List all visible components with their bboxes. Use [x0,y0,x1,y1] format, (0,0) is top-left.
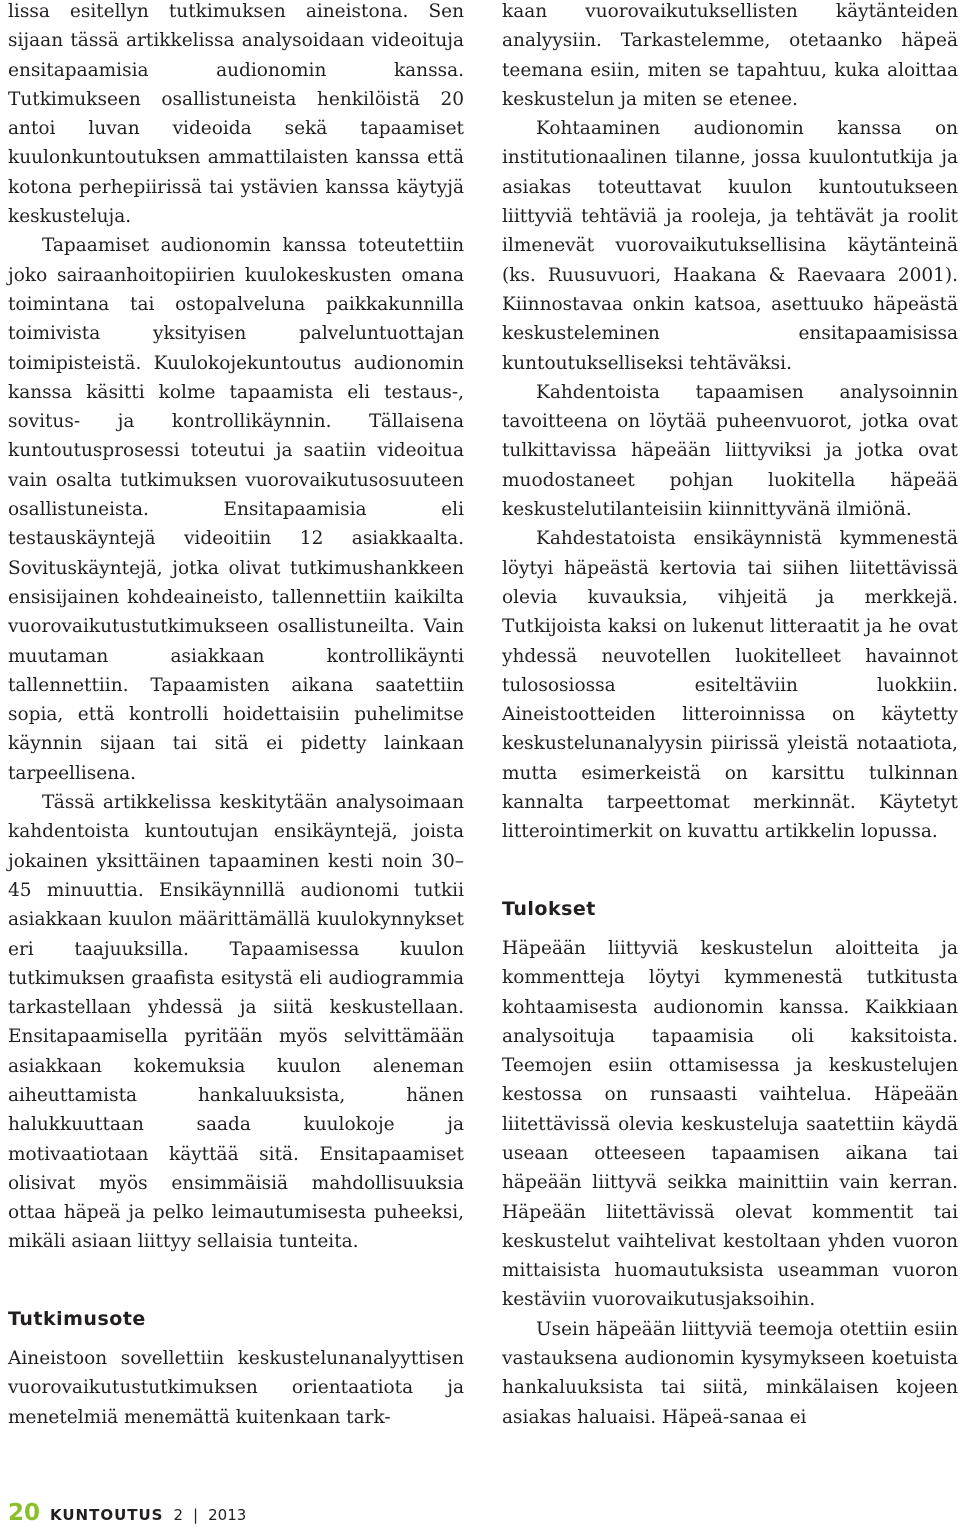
body-paragraph: Tässä artikkelissa keskitytään analysoimaan kahdentoista kuntoutujan ensikäyntejä, joista jokainen yksittäinen tapaaminen kesti noin 30–45 minuuttia. Ensikäynnillä audionomi tutkii asiakkaan kuulon määrittämällä kuulokynnykset eri taajuuksilla. Tapaamisessa kuulon tutkimuksen graafista esitystä eli audiogrammia tarkastellaan yhdessä ja siitä keskustellaan. Ensitapaamisella pyritään myös selvittämään asiakkaan kokemuksia kuulon aleneman aiheuttamista hankaluuksista, hänen halukkuuttaan saada kuulokoje ja motivaatiotaan käyttää sitä. Ensitapaamiset olisivat myös ensimmäisiä mahdollisuuksia ottaa häpeä ja pelko leimautumisesta puheeksi, mikäli asiaan liittyy sellaisia tunteita. [8,792,464,1253]
right-column [502,0,958,1432]
page-footer [8,1500,246,1526]
body-paragraph: Aineistoon sovellettiin keskustelunanalyyttisen vuorovaikutustutkimuksen orientaatiota ja menetelmiä menemättä kuitenkaan tark- [8,1348,464,1428]
publication-year: 2013 [208,1506,247,1524]
body-paragraph: kaan vuorovaikutuksellisten käytänteiden analyysiin. Tarkastelemme, otetaanko häpeä teemana esiin, miten se tapahtuu, kuka aloittaa keskustelun ja miten se etenee. [502,1,958,110]
body-paragraph: Kahdentoista tapaamisen analysoinnin tavoitteena on löytää puheenvuorot, jotka ovat tulkittavissa häpeään liittyviksi ja jotka ovat muodostaneet pohjan luokitella häpeää keskustelutilanteisiin kiinnittyvänä ilmiönä. [502,381,958,521]
body-paragraph: Kohtaaminen audionomin kanssa on institutionaalinen tilanne, jossa kuulontutkija ja asiakas toteuttavat kuulon kuntoutukseen liittyviä tehtäviä ja rooleja, ja tehtävät ja roolit ilmenevät vuorovaikutuksellisina käytänteinä (ks. Ruusuvuori, Haakana & Raevaara 2001). Kiinnostavaa onkin katsoa, asettuuko häpeästä keskusteleminen ensitapaamisissa kuntoutukselliseksi tehtäväksi. [502,118,958,374]
body-paragraph: Usein häpeään liittyviä teemoja otettiin esiin vastauksena audionomin kysymykseen koetuista hankaluuksista tai siitä, minkälaisen kojeen asiakas haluaisi. Häpeä-sanaa ei [502,1318,958,1428]
footer-separator: | [193,1506,199,1524]
body-paragraph: Tapaamiset audionomin kanssa toteutettiin joko sairaanhoitopiirien kuulokeskusten omana toimintana tai ostopalveluna paikkakunnilla toimivista yksityisen palveluntuottajan toimipisteistä. Kuulokojekuntoutus audionomin kanssa käsitti kolme tapaamista eli testaus-, sovitus- ja kontrollikäynnin. Tällaisena kuntoutusprosessi toteutui ja saatiin videoitua vain osalta tutkimuksen vuorovaikutusosuuteen osallistuneista. Ensitapaamisia eli testauskäyntejä videoitiin 12 asiakkaalta. Sovituskäyntejä, jotka olivat tutkimushankkeen ensisijainen kohdeaineisto, tallennettiin kaikilta vuorovaikutustutkimukseen osallistuneilta. Vain muutaman asiakkaan kontrollikäynti tallennettiin. Tapaamisten aikana saatettiin sopia, että kontrolli hoidettaisiin puhelimitse käynnin sijaan tai sitä ei pidetty lainkaan tarpeellisena. [8,235,464,784]
body-paragraph: Kahdestatoista ensikäynnistä kymmenestä löytyi häpeästä kertovia tai siihen liitettävissä olevia kuvauksia, vihjeitä ja merkkejä. Tutkijoista kaksi on lukenut litteraatit ja he ovat yhdessä neuvotellen luokitelleet havainnot tulososiossa esiteltäviin luokkiin. Aineistootteiden litteroinnissa on käytetty keskustelunanalyysin piirissä yleistä notaatiota, mutta esimerkeistä on karsittu tulkinnan kannalta tarpeettomat merkinnät. Käytetyt litterointimerkit on kuvattu artikkelin lopussa. [502,528,958,843]
journal-name: KUNTOUTUS [50,1506,164,1524]
left-column [8,0,464,1432]
body-paragraph: lissa esitellyn tutkimuksen aineistona. Sen sijaan tässä artikkelissa analysoidaan videoituja ensitapaamisia audionomin kanssa. Tutkimukseen osallistuneista henkilöistä 20 antoi luvan videoida sekä tapaamiset kuulonkuntoutuksen ammattilaisten kanssa että kotona perhepiirissä tai ystävien kanssa käytyjä keskusteluja. [8,1,464,228]
page-number: 20 [8,1500,41,1526]
section-heading-tulokset: Tulokset [502,897,596,920]
body-paragraph: Häpeään liittyviä keskustelun aloitteita ja kommentteja löytyi kymmenestä tutkitusta kohtaamisesta audionomin kanssa. Kaikkiaan analysoituja tapaamisia oli kaksitoista. Teemojen esiin ottamisessa ja keskustelujen kestossa on runsaasti vaihtelua. Häpeään liitettävissä olevia keskusteluja saatettiin käydä useaan otteeseen tapaamisen aikana tai häpeään liittyvä seikka mainittiin vain kerran. Häpeään liitettävissä olevat kommentit tai keskustelut vaihtelivat kestoltaan yhden vuoron mittaisista huomautuksista useamman vuoron kestäviin vuorovaikutusjaksoihin. [502,937,958,1311]
issue-number: 2 [173,1506,184,1524]
section-heading-tutkimusote: Tutkimusote [8,1307,146,1330]
